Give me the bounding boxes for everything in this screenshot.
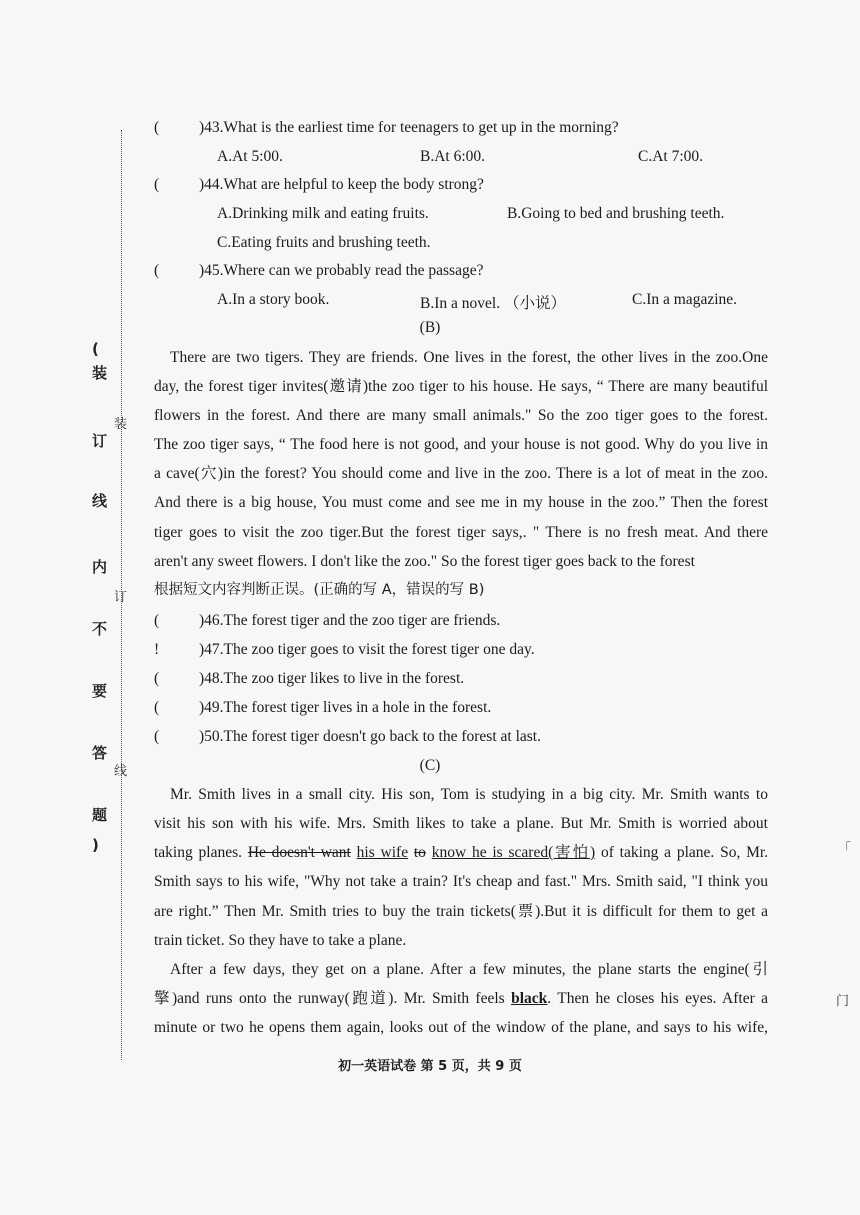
answer-paren-43: ( [154, 119, 160, 136]
q44-option-b: B.Going to bed and brushing teeth. [507, 205, 725, 222]
underlined-text-2: know he is scared(害怕) [431, 844, 596, 861]
q45-option-b: B.In a novel. （小说） [420, 295, 566, 312]
edge-mark-2: 门 [836, 994, 850, 1009]
passage-c-line-6: train ticket. So they have to take a plane. [154, 932, 407, 949]
passage-b-line-3: flowers in the forest. And there are many small animals." So the zoo tiger goes to the forest. [154, 407, 768, 424]
margin-label-nei: 内 [92, 558, 108, 576]
question-44: )44.What are helpful to keep the body strong? [199, 176, 484, 193]
passage-c-line-3 [154, 845, 768, 861]
q44-option-c: C.Eating fruits and brushing teeth. [217, 234, 431, 251]
margin-label-yao: 要 [92, 682, 108, 700]
passage-c-line-9: minute or two he opens them again, looks out of the window of the plane, and says to his wife, [154, 1019, 768, 1036]
answer-paren-44: ( [154, 176, 160, 193]
passage-c-line-2: visit his son with his wife. Mrs. Smith likes to take a plane. But Mr. Smith is worried about [154, 815, 768, 832]
passage-c-line-8 [154, 991, 768, 1007]
passage-b-line-2: day, the forest tiger invites(邀请)the zoo tiger to his house. He says, “ There are many beautiful [154, 378, 768, 395]
passage-c-line-3-start: taking planes. [154, 844, 243, 861]
passage-b-line-8: aren't any sweet flowers. I don't like the zoo." So the forest tiger goes back to the forest [154, 553, 695, 570]
passage-b-line-7: tiger goes to visit the zoo tiger.But the forest tiger says,. " There is no fresh meat. And there [154, 524, 768, 541]
margin-label-ti: 题 [92, 806, 108, 824]
passage-c-line-5: are right.” Then Mr. Smith tries to buy the train tickets(票).But it is difficult for them to get a [154, 903, 768, 920]
margin-small-zhuang: 装 [114, 417, 128, 432]
margin-label-open: ( [92, 340, 99, 358]
margin-small-ding: 订 [114, 590, 128, 605]
section-c-heading: (C) [419, 757, 441, 774]
answer-paren-50: ( [154, 728, 160, 745]
question-47: )47.The zoo tiger goes to visit the forest tiger one day. [199, 641, 535, 658]
passage-b-line-6: And there is a big house, You must come and see me in my house in the zoo.” Then the forest [154, 494, 768, 511]
passage-b-line-4: The zoo tiger says, “ The food here is not good, and your house is not good. Why do you live in [154, 436, 768, 453]
struck-text: He doesn't want [247, 844, 351, 861]
q43-option-c: C.At 7:00. [638, 148, 704, 165]
passage-c-line-3-end: of taking a plane. So, Mr. [600, 844, 769, 861]
question-43: )43.What is the earliest time for teenagers to get up in the morning? [199, 119, 619, 136]
answer-paren-46: ( [154, 612, 160, 629]
margin-label-close: ) [92, 836, 99, 854]
question-49: )49.The forest tiger lives in a hole in the forest. [199, 699, 492, 716]
margin-label-zhuang: 装 [92, 364, 108, 382]
question-48: )48.The zoo tiger likes to live in the forest. [199, 670, 465, 687]
passage-c-line-4: Smith says to his wife, "Why not take a train? It's cheap and fast." Mrs. Smith said, "I think you [154, 873, 768, 890]
q43-option-b: B.At 6:00. [420, 148, 486, 165]
question-50: )50.The forest tiger doesn't go back to the forest at last. [199, 728, 541, 745]
margin-label-bu: 不 [92, 620, 108, 638]
question-45: )45.Where can we probably read the passage? [199, 262, 484, 279]
struck-text-2: to [413, 844, 426, 861]
q45-option-c: C.In a magazine. [632, 291, 738, 308]
passage-c-line-8-start: 擎)and runs onto the runway(跑道). Mr. Smith feels [154, 990, 505, 1007]
passage-c-line-7: After a few days, they get on a plane. After a few minutes, the plane starts the engine(引 [170, 961, 768, 978]
answer-paren-47: ! [154, 641, 160, 658]
passage-b-line-5: a cave(穴)in the forest? You should come and live in the zoo. There is a lot of meat in the zoo. [154, 465, 768, 482]
highlighted-word-black: black [511, 990, 548, 1007]
section-b-heading: (B) [419, 319, 441, 336]
margin-small-xian: 线 [114, 764, 128, 779]
instruction-true-false: 根据短文内容判断正误。(正确的写 A，错误的写 B) [154, 582, 485, 598]
q45-option-a: A.In a story book. [217, 291, 330, 308]
margin-label-ding: 订 [92, 432, 108, 450]
q43-option-a: A.At 5:00. [217, 148, 283, 165]
margin-label-da: 答 [92, 744, 108, 762]
edge-mark-1: 「 [838, 842, 852, 857]
answer-paren-49: ( [154, 699, 160, 716]
answer-paren-45: ( [154, 262, 160, 279]
answer-paren-48: ( [154, 670, 160, 687]
passage-b-line-1: There are two tigers. They are friends. One lives in the forest, the other lives in the zoo.One [170, 349, 768, 366]
question-46: )46.The forest tiger and the zoo tiger are friends. [199, 612, 501, 629]
page-footer: 初一英语试卷 第 5 页，共 9 页 [338, 1059, 522, 1074]
underlined-text: his wife [356, 844, 409, 861]
passage-c-line-8-end: . Then he closes his eyes. After a [547, 990, 769, 1007]
passage-c-line-1: Mr. Smith lives in a small city. His son, Tom is studying in a big city. Mr. Smith wants to [170, 786, 768, 803]
margin-label-xian: 线 [92, 492, 108, 510]
q44-option-a: A.Drinking milk and eating fruits. [217, 205, 429, 222]
